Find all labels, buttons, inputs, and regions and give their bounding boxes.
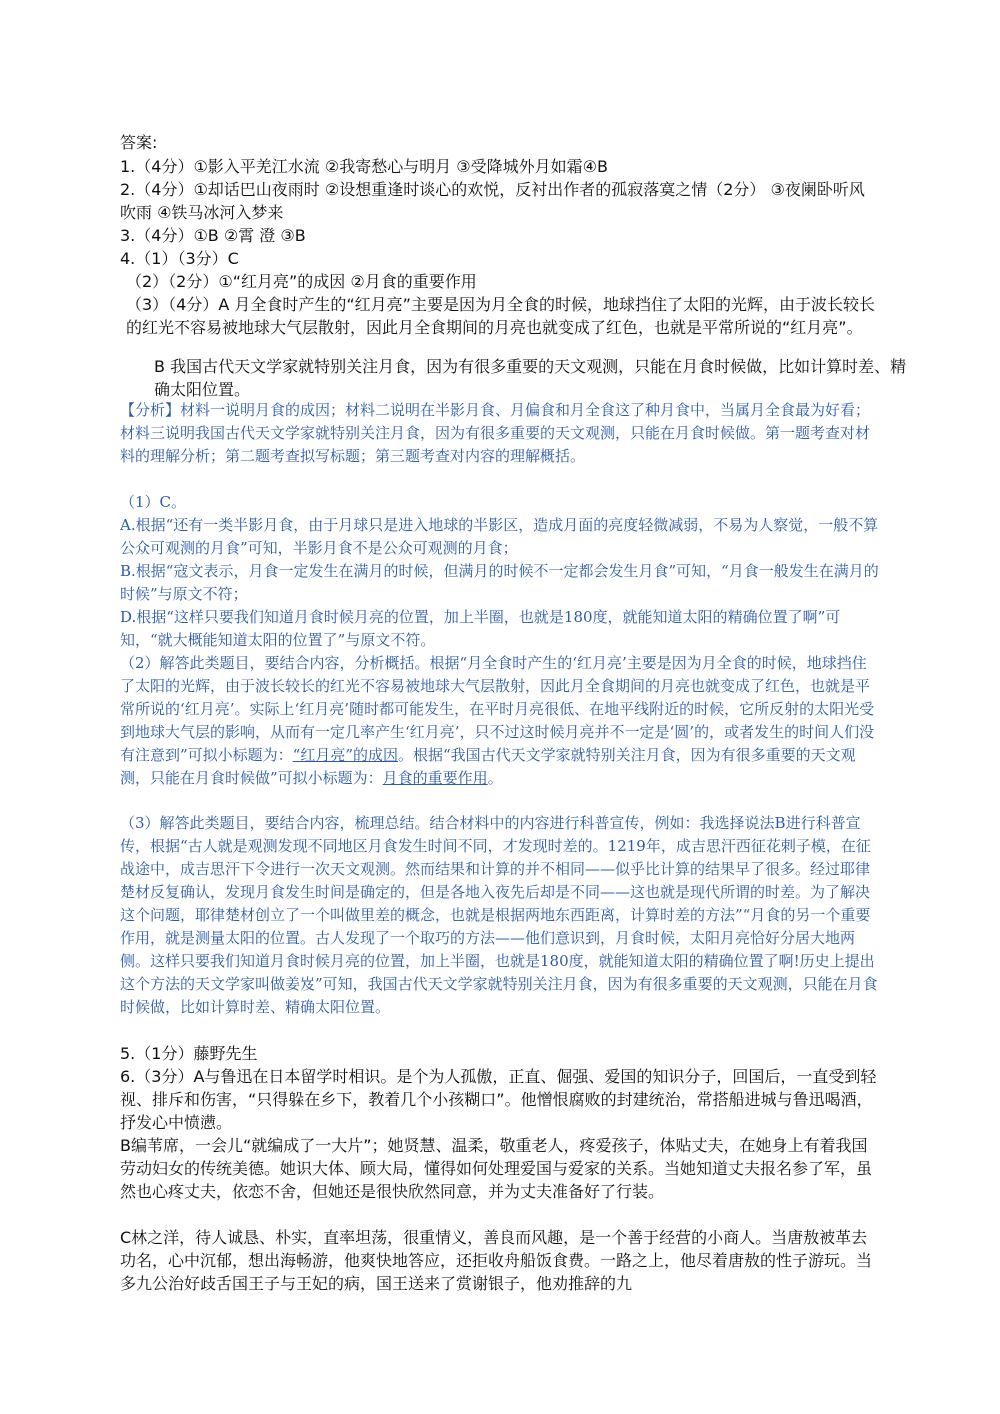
analysis-2-text-b: 。根据“我国古代天文学家就特别关注月食，因为有很多重要的天文观测，只能在月食时候做”可拟小标题为： — [120, 746, 856, 787]
answer-q4-1: 4.（1）（3分）C — [120, 249, 239, 268]
analysis-2-text-c: 。 — [487, 769, 503, 787]
answer-heading: 答案: — [120, 133, 158, 152]
answer-q5: 5.（1分）藤野先生 — [120, 1044, 258, 1063]
analysis-2-text-a: （2）解答此类题目，要结合内容，分析概括。根据“月全食时产生的‘红月亮’主要是因为月全食的时候，地球挡住了太阳的光辉，由于波长较长的红光不容易被地球大气层散射，因此月全食期间的月亮也就变成了红色，也就是平常所说的‘红月亮’。实际上‘红月亮’随时都可能发生，在平时月亮很低、在地平线附近的时候，它所反射的太阳光受到地球大气层的影响，从而有一定几率产生‘红月亮’，只不过这时候月亮并不一定是‘圆’的，或者发生的时间人们没有注意到”可拟小标题为： — [120, 654, 875, 764]
answer-q6-c: C林之洋，待人诚恳、朴实，直率坦荡，很重情义，善良而风趣，是一个善于经营的小商人。当唐敖被革去功名，心中沉郁，想出海畅游，他爽快地答应，还拒收舟船饭食费。一路之上，他尽着唐敖的性子游玩。当多九公治好歧舌国王子与王妃的病，国王送来了赏谢银子，他劝推辞的九 — [120, 1228, 873, 1293]
answer-q3: 3.（4分）①B ②霄 澄 ③B — [120, 226, 306, 245]
answer-q4-3b: B 我国古代天文学家就特别关注月食，因为有很多重要的天文观测，只能在月食时候做，比如计算时差、精确太阳位置。 — [154, 357, 907, 399]
answer-q6-a: 6.（3分）A与鲁迅在日本留学时相识。是个为人孤傲，正直、倔强、爱国的知识分子，回国后，一直受到轻视、排斥和伤害，“只得躲在乡下，教着几个小孩糊口”。他憎恨腐败的封建统治，常搭船进城与鲁迅喝酒，抒发心中愤懑。 — [120, 1067, 877, 1132]
answer-q1: 1.（4分）①影入平羌江水流 ②我寄愁心与明月 ③受降城外月如霜④B — [120, 157, 608, 176]
answer-q4-3a: （3）（4分）A 月全食时产生的“红月亮”主要是因为月全食的时候，地球挡住了太阳的光辉，由于波长较长的红光不容易被地球大气层散射，因此月全食期间的月亮也就变成了红色，也就是平常所说的“红月亮”。 — [126, 295, 875, 337]
analysis-2-title-2: 月食的重要作用 — [382, 769, 488, 787]
analysis-1-head: （1）C。 — [120, 493, 187, 511]
analysis-1-option-b: B.根据“寇文表示，月食一定发生在满月的时候，但满月的时候不一定都会发生月食”可知，“月食一般发生在满月的时候”与原文不符； — [120, 562, 879, 603]
answer-q4-2: （2）（2分）①“红月亮”的成因 ②月食的重要作用 — [126, 272, 477, 291]
analysis-1-option-d: D.根据“这样只要我们知道月食时候月亮的位置，加上半圈，也就是180度，就能知道太阳的精确位置了啊”可知，“就大概能知道太阳的位置了”与原文不符。 — [120, 608, 841, 649]
analysis-intro: 【分析】材料一说明月食的成因；材料二说明在半影月食、月偏食和月全食这了种月食中，当属月全食最为好看；材料三说明我国古代天文学家就特别关注月食，因为有很多重要的天文观测，只能在月食时候做。第一题考查对材料的理解分析；第二题考查拟写标题；第三题考查对内容的理解概括。 — [120, 401, 871, 465]
analysis-2 — [120, 652, 880, 790]
analysis-2-title-1: “红月亮”的成因 — [292, 746, 399, 764]
answer-q2: 2.（4分）①却话巴山夜雨时 ②设想重逢时谈心的欢悦，反衬出作者的孤寂落寞之情（2分） ③夜阑卧听风吹雨 ④铁马冰河入梦来 — [120, 180, 865, 222]
analysis-3: （3）解答此类题目，要结合内容，梳理总结。结合材料中的内容进行科普宣传，例如：我选择说法B进行科普宣传，根据“古人就是观测发现不同地区月食发生时间不同，才发现时差的。1219年，成吉思汗西征花剌子模，在征战途中，成吉思汗下令进行一次天文观测。然而结果和计算的并不相同——似乎比计算的结果早了很多。经过耶律楚材反复确认，发现月食发生时间是确定的，但是各地入夜先后却是不同——这也就是现代所谓的时差。为了解决这个问题，耶律楚材创立了一个叫做里差的概念，也就是根据两地东西距离，计算时差的方法”“月食的另一个重要作用，就是测量太阳的位置。古人发现了一个取巧的方法——他们意识到，月食时候，太阳月亮恰好分居大地两侧。这样只要我们知道月食时候月亮的位置，加上半圈，也就是180度，就能知道太阳的精确位置了啊!历史上提出这个方法的天文学家叫做姜岌”可知，我国古代天文学家就特别关注月食，因为有很多重要的天文观测，只能在月食时候做，比如计算时差、精确太阳位置。 — [120, 814, 878, 1016]
answer-q6-b: B编苇席，一会儿“就编成了一大片”；她贤慧、温柔，敬重老人，疼爱孩子，体贴丈夫，在她身上有着我国劳动妇女的传统美德。她识大体、顾大局，懂得如何处理爱国与爱家的关系。当她知道丈夫报名参了军，虽然也心疼丈夫，依恋不舍，但她还是很快欣然同意，并为丈夫准备好了行装。 — [120, 1136, 873, 1201]
analysis-1-option-a: A.根据“还有一类半影月食，由于月球只是进入地球的半影区，造成月面的亮度轻微减弱，不易为人察觉，一般不算公众可观测的月食”可知，半影月食不是公众可观测的月食； — [120, 516, 879, 557]
